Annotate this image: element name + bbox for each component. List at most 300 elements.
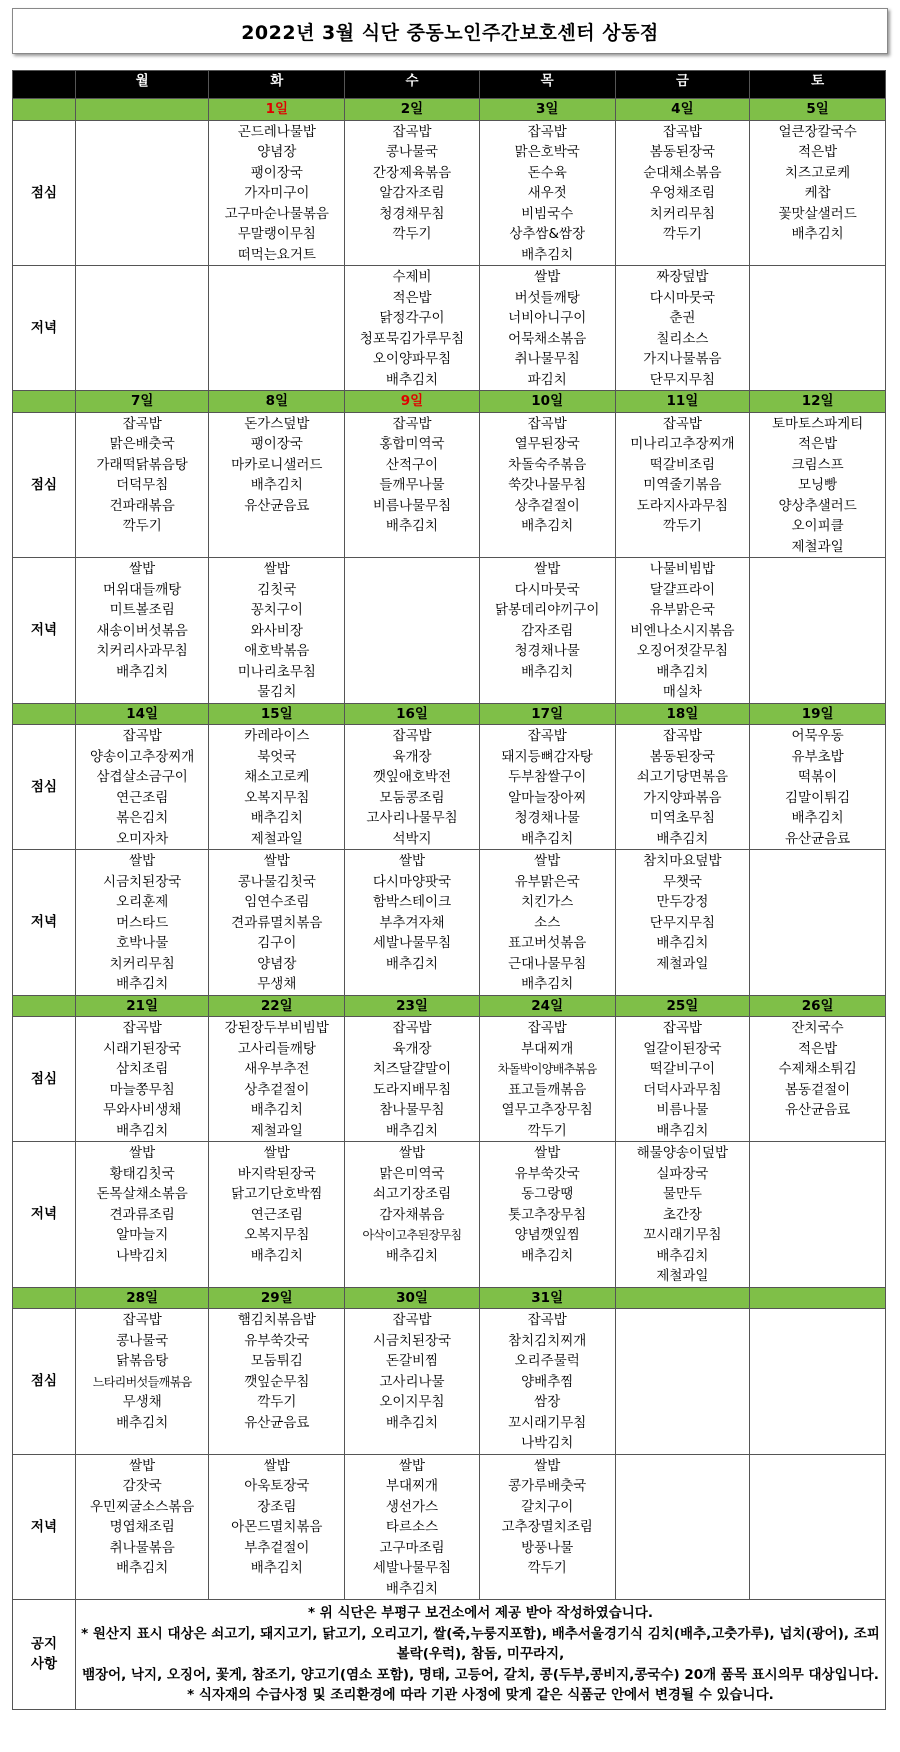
date-cell (750, 391, 886, 413)
menu-item: 깍두기 (257, 1394, 297, 1410)
date-cell (750, 1287, 886, 1309)
menu-cell (479, 1309, 615, 1455)
date-label: 21일 (126, 997, 159, 1014)
menu-item: 배추김치 (656, 663, 709, 680)
menu-item: 양배추찜 (521, 1373, 574, 1390)
menu-item: 떡갈비조림 (649, 456, 715, 473)
menu-item: 볶은김치 (116, 810, 169, 826)
date-label: 11일 (666, 393, 699, 409)
menu-item: 쌀밥 (534, 1457, 561, 1474)
menu-item: 배추김치 (250, 1102, 303, 1118)
menu-item: 치즈고로케 (785, 164, 851, 181)
date-cell (615, 99, 750, 121)
menu-item: 상추겉절이 (514, 497, 580, 514)
date-label: 7일 (130, 393, 154, 409)
date-label: 22일 (260, 997, 293, 1014)
menu-item: 양상추샐러드 (778, 497, 857, 514)
menu-cell (615, 1142, 750, 1288)
date-label: 23일 (396, 997, 428, 1014)
date-label: 2일 (400, 101, 424, 117)
menu-item: 간장제육볶음 (372, 164, 452, 181)
menu-cell (345, 120, 480, 266)
date-row (13, 995, 886, 1017)
date-label: 25일 (666, 997, 699, 1014)
menu-cell (209, 725, 345, 850)
menu-cell (75, 120, 209, 266)
menu-item: 유부쑥갓국 (514, 1165, 580, 1182)
date-label: 31일 (531, 1289, 564, 1306)
menu-cell (209, 1454, 345, 1600)
notice-line: * 식자재의 수급사정 및 조리환경에 따라 기관 사정에 맞게 같은 식품군 안에서 변경될 수 있습니다. (187, 1687, 774, 1703)
menu-item: 닭고기단호박찜 (231, 1186, 323, 1202)
menu-item: 맑은미역국 (379, 1165, 445, 1182)
date-label: 17일 (531, 705, 564, 722)
menu-item: 배추김치 (250, 1560, 303, 1576)
dinner-row (13, 850, 886, 996)
menu-item: 김말이튀김 (785, 789, 851, 806)
date-label: 8일 (265, 393, 289, 409)
menu-item: 배추김치 (116, 663, 169, 680)
menu-item: 청포묵김가루무침 (359, 330, 465, 347)
menu-item: 돈목살채소볶음 (96, 1186, 188, 1202)
menu-item: 팽이장국 (250, 164, 303, 181)
menu-item: 어묵채소볶음 (508, 330, 587, 347)
menu-item: 잡곡밥 (527, 415, 567, 432)
meal-label: 점심 (13, 725, 76, 850)
menu-item: 새우젓 (527, 185, 567, 201)
menu-item: 차돌박이양배추볶음 (497, 1062, 597, 1076)
menu-item: 모둠콩조림 (379, 789, 445, 806)
menu-item: 가자미구이 (244, 185, 310, 201)
date-label: 29일 (260, 1289, 293, 1306)
date-cell (615, 703, 750, 725)
menu-item: 토마토스파게티 (771, 415, 864, 432)
menu-item: 함박스테이크 (372, 894, 452, 910)
menu-item: 치커리무침 (109, 955, 175, 972)
menu-item: 깍두기 (122, 518, 162, 534)
menu-item: 물만두 (662, 1186, 702, 1202)
menu-item: 청경채나물 (514, 810, 580, 826)
menu-item: 북엇국 (257, 748, 297, 765)
menu-item: 더덕무침 (116, 477, 169, 493)
menu-item: 미역초무침 (649, 810, 715, 826)
date-row-blank (13, 995, 76, 1017)
menu-cell (750, 1309, 886, 1455)
menu-item: 취나물무침 (514, 351, 580, 367)
menu-item: 잡곡밥 (392, 728, 432, 744)
menu-item: 삼겹살소금구이 (96, 769, 188, 785)
menu-item: 만두강정 (656, 894, 709, 910)
menu-cell (345, 558, 480, 704)
menu-item: 우엉채조림 (649, 185, 715, 201)
menu-cell (615, 725, 750, 850)
menu-item: 느타리버섯들깨볶음 (92, 1374, 192, 1389)
menu-item: 배추김치 (521, 246, 574, 263)
menu-item: 열무된장국 (514, 436, 580, 452)
date-label: 12일 (801, 393, 834, 409)
menu-item: 해물양송이덮밥 (636, 1145, 729, 1161)
menu-item: 팽이장국 (250, 436, 303, 452)
menu-item: 표고들깨볶음 (508, 1081, 587, 1098)
date-cell (209, 99, 345, 121)
date-row-blank (13, 391, 76, 413)
menu-item: 카레라이스 (244, 728, 310, 744)
date-row (13, 703, 886, 725)
menu-cell (615, 1017, 750, 1142)
menu-item: 감잣국 (122, 1478, 162, 1494)
menu-item: 배추김치 (385, 518, 439, 534)
menu-item: 깍두기 (527, 1122, 567, 1139)
menu-item: 연근조림 (116, 789, 169, 806)
lunch-row (13, 1309, 886, 1455)
menu-item: 제철과일 (250, 1122, 303, 1139)
date-row-blank (13, 1287, 76, 1309)
menu-item: 배추김치 (656, 830, 709, 847)
menu-item: 매실차 (662, 684, 702, 700)
menu-item: 달걀프라이 (649, 581, 715, 598)
menu-item: 임연수조림 (244, 894, 310, 910)
menu-item: 쌀밥 (534, 269, 561, 285)
meal-label: 저녁 (13, 850, 76, 996)
menu-item: 잡곡밥 (662, 415, 702, 432)
menu-item: 잡곡밥 (662, 1020, 702, 1036)
menu-item: 쌀밥 (129, 561, 156, 577)
menu-item: 마카로니샐러드 (231, 456, 323, 473)
menu-item: 얼갈이된장국 (643, 1040, 722, 1057)
menu-item: 소스 (534, 914, 561, 931)
date-label: 5일 (806, 101, 829, 117)
date-cell (479, 995, 615, 1017)
date-cell (479, 703, 615, 725)
menu-item: 유산균음료 (244, 497, 310, 514)
menu-item: 꼬시래기무침 (643, 1227, 722, 1243)
menu-item: 유산균음료 (785, 1102, 851, 1118)
menu-item: 머스타드 (116, 914, 169, 931)
menu-item: 수제비 (392, 269, 432, 285)
date-label: 16일 (396, 705, 428, 722)
menu-item: 나물비빔밥 (649, 561, 715, 577)
menu-item: 고구마순나물볶음 (224, 205, 329, 222)
menu-item: 맑은배춧국 (109, 436, 175, 452)
menu-cell (209, 1142, 345, 1288)
menu-item: 배추김치 (656, 935, 709, 951)
notice-label-line: 사항 (30, 1656, 57, 1673)
menu-item: 어묵우동 (791, 728, 844, 744)
menu-item: 쑥갓나물무침 (508, 477, 587, 493)
menu-item: 모닝빵 (798, 477, 838, 493)
menu-item: 채소고로케 (244, 769, 310, 785)
menu-item: 쌀밥 (398, 1145, 426, 1161)
menu-item: 버섯들깨탕 (514, 289, 580, 306)
menu-cell (615, 1309, 750, 1455)
menu-item: 배추김치 (656, 1247, 709, 1264)
meal-label: 저녁 (13, 266, 76, 391)
menu-item: 얼큰장칼국수 (778, 123, 857, 140)
menu-item: 꽁치구이 (250, 602, 303, 618)
menu-item: 배추김치 (656, 1122, 709, 1139)
menu-item: 잡곡밥 (527, 728, 567, 744)
menu-item: 오이지무침 (379, 1394, 445, 1410)
menu-item: 잡곡밥 (527, 1312, 567, 1328)
date-label: 9일 (400, 393, 424, 409)
menu-item: 유산균음료 (785, 830, 851, 847)
date-row (13, 99, 886, 121)
menu-item: 돈갈비찜 (385, 1353, 439, 1369)
menu-item: 깻잎순무침 (244, 1373, 310, 1390)
day-header-cell: 월 (75, 71, 209, 99)
menu-item: 양념장 (257, 144, 297, 160)
menu-cell (345, 850, 480, 996)
day-header-cell: 목 (479, 71, 615, 99)
menu-cell (750, 558, 886, 704)
date-cell (615, 391, 750, 413)
menu-item: 배추김치 (521, 663, 574, 680)
meal-label: 점심 (13, 120, 76, 266)
menu-cell (615, 850, 750, 996)
menu-item: 꽃맛살샐러드 (778, 205, 857, 222)
date-cell (479, 391, 615, 413)
menu-cell (479, 1454, 615, 1600)
menu-item: 유부초밥 (791, 748, 844, 765)
menu-item: 쇠고기장조림 (372, 1186, 452, 1202)
menu-item: 오미자차 (116, 830, 169, 847)
menu-item: 잡곡밥 (527, 1020, 567, 1036)
menu-item: 고구마조림 (379, 1539, 445, 1556)
meal-label: 저녁 (13, 1142, 76, 1288)
menu-item: 배추김치 (116, 976, 169, 992)
date-label: 19일 (801, 705, 834, 722)
menu-item: 감자조림 (521, 622, 574, 639)
menu-item: 오이피클 (791, 518, 844, 534)
menu-item: 봄동된장국 (649, 144, 715, 160)
menu-item: 고사리들깨탕 (237, 1040, 316, 1057)
notice-label-line: 공지 (30, 1635, 57, 1652)
menu-cell (345, 725, 480, 850)
menu-item: 잡곡밥 (392, 123, 432, 140)
menu-item: 배추김치 (385, 1247, 439, 1264)
menu-item: 산적구이 (385, 456, 439, 473)
day-header-row (13, 71, 886, 99)
menu-item: 물김치 (257, 684, 297, 700)
menu-cell (479, 120, 615, 266)
menu-item: 톳고추장무침 (508, 1206, 587, 1223)
menu-item: 도라지배무침 (372, 1081, 452, 1098)
menu-item: 제철과일 (250, 830, 303, 847)
menu-item: 배추김치 (250, 477, 303, 493)
menu-cell (345, 1017, 480, 1142)
menu-cell (345, 266, 480, 391)
menu-item: 삼치조림 (116, 1061, 169, 1077)
date-row (13, 1287, 886, 1309)
menu-item: 수제채소튀김 (778, 1061, 857, 1077)
menu-item: 쌀밥 (534, 1145, 561, 1161)
menu-item: 바지락된장국 (237, 1165, 316, 1182)
date-label: 28일 (126, 1289, 159, 1306)
menu-item: 치커리무침 (649, 205, 715, 222)
date-label: 24일 (531, 997, 564, 1014)
menu-cell (479, 412, 615, 558)
day-header-cell: 화 (209, 71, 345, 99)
menu-item: 미나리고추장찌개 (630, 436, 735, 452)
dinner-row (13, 1454, 886, 1600)
menu-item: 명엽채조림 (109, 1519, 175, 1535)
menu-item: 쌀밥 (263, 1457, 290, 1474)
menu-cell (750, 120, 886, 266)
menu-item: 장조림 (257, 1498, 297, 1515)
menu-item: 제철과일 (791, 538, 844, 555)
menu-item: 잡곡밥 (122, 1312, 162, 1328)
menu-item: 무와사비생채 (103, 1102, 182, 1118)
menu-item: 적은밥 (798, 144, 838, 160)
menu-item: 콩나물국 (385, 144, 439, 160)
menu-cell (750, 1017, 886, 1142)
meal-label: 저녁 (13, 558, 76, 704)
menu-item: 오리훈제 (116, 894, 169, 910)
menu-item: 무생채 (122, 1394, 162, 1410)
menu-cell (209, 558, 345, 704)
menu-item: 육개장 (392, 748, 432, 765)
menu-item: 아욱토장국 (244, 1478, 310, 1494)
day-header-cell: 수 (345, 71, 480, 99)
date-cell (345, 1287, 480, 1309)
menu-item: 머위대들깨탕 (103, 581, 182, 598)
menu-item: 잡곡밥 (122, 415, 162, 432)
day-header-blank (13, 71, 76, 99)
meal-label: 점심 (13, 1017, 76, 1142)
menu-cell (75, 850, 209, 996)
menu-cell (345, 412, 480, 558)
menu-item: 미역줄기볶음 (643, 477, 722, 493)
menu-item: 무말랭이무침 (237, 226, 316, 242)
menu-item: 부대찌개 (385, 1478, 439, 1494)
menu-item: 유부맑은국 (514, 873, 580, 890)
menu-cell (345, 1454, 480, 1600)
menu-item: 유부쑥갓국 (244, 1332, 310, 1349)
menu-item: 애호박볶음 (244, 643, 310, 659)
menu-item: 깻잎애호박전 (372, 769, 452, 785)
menu-item: 짜장덮밥 (656, 269, 709, 285)
menu-item: 양송이고추장찌개 (90, 748, 195, 765)
menu-item: 가지나물볶음 (643, 351, 722, 367)
menu-cell (615, 266, 750, 391)
menu-item: 더덕사과무침 (643, 1081, 722, 1098)
menu-item: 떠먹는요거트 (237, 246, 316, 263)
menu-item: 잡곡밥 (392, 1312, 432, 1328)
menu-cell (345, 1309, 480, 1455)
menu-item: 쇠고기당면볶음 (636, 769, 729, 785)
menu-item: 파김치 (527, 371, 567, 388)
page-title-text: 2022년 3월 식단 중동노인주간보호센터 상동점 (241, 21, 659, 44)
menu-item: 쌀밥 (398, 853, 426, 869)
notice-row (13, 1600, 886, 1710)
menu-cell (209, 1017, 345, 1142)
menu-item: 열무고추장무침 (501, 1102, 593, 1118)
menu-item: 돈수육 (527, 164, 567, 181)
menu-item: 세발나물무침 (372, 1560, 452, 1576)
menu-cell (479, 558, 615, 704)
menu-item: 쌀밥 (263, 561, 290, 577)
menu-item: 콩가루배춧국 (508, 1478, 587, 1494)
date-cell (209, 703, 345, 725)
date-cell (750, 995, 886, 1017)
menu-item: 봄동된장국 (649, 748, 715, 765)
menu-item: 시금치된장국 (103, 873, 182, 890)
dinner-row (13, 266, 886, 391)
menu-item: 적은밥 (392, 289, 432, 306)
menu-item: 동그랑땡 (521, 1186, 574, 1202)
menu-item: 닭봉데리야끼구이 (495, 602, 600, 618)
menu-item: 깍두기 (392, 226, 432, 242)
menu-item: 알마늘장아찌 (508, 789, 587, 806)
menu-cell (479, 266, 615, 391)
menu-item: 감자채볶음 (379, 1206, 445, 1223)
menu-item: 부추겨자채 (379, 914, 445, 931)
notice-line: * 원산지 표시 대상은 쇠고기, 돼지고기, 닭고기, 오리고기, 쌀(죽,누룽지포함), 배추서울경기식 김치(배추,고춧가루), 넙치(광어), 조피볼락(우럭), 참돔, 미꾸라지, (81, 1625, 880, 1662)
menu-cell (615, 120, 750, 266)
menu-item: 닭볶음탕 (116, 1353, 169, 1369)
date-label: 4일 (671, 101, 694, 117)
day-header-cell: 토 (750, 71, 886, 99)
menu-item: 방풍나물 (521, 1539, 574, 1556)
menu-item: 차돌숙주볶음 (508, 456, 587, 473)
menu-item: 생선가스 (385, 1498, 439, 1515)
menu-cell (75, 1142, 209, 1288)
menu-item: 치킨가스 (521, 894, 574, 910)
menu-item: 맑은호박국 (514, 144, 580, 160)
menu-item: 꼬시래기무침 (508, 1414, 587, 1431)
menu-item: 타르소스 (385, 1519, 439, 1535)
menu-item: 황태김칫국 (109, 1165, 175, 1182)
notice-label (13, 1600, 76, 1710)
menu-item: 깍두기 (662, 226, 702, 242)
menu-item: 유산균음료 (244, 1414, 310, 1431)
date-label: 15일 (260, 705, 293, 722)
menu-item: 쌀밥 (263, 853, 290, 869)
menu-item: 배추김치 (385, 1122, 439, 1139)
menu-cell (615, 558, 750, 704)
menu-item: 단무지무침 (649, 914, 715, 931)
menu-cell (750, 412, 886, 558)
menu-item: 잡곡밥 (392, 1020, 432, 1036)
menu-cell (750, 725, 886, 850)
menu-item: 도라지사과무침 (636, 497, 729, 514)
menu-item: 배추김치 (385, 1580, 439, 1597)
dinner-row (13, 558, 886, 704)
menu-item: 모둠튀김 (250, 1353, 303, 1369)
menu-item: 양념장 (257, 955, 297, 972)
menu-item: 깍두기 (662, 518, 702, 534)
menu-item: 청경채나물 (514, 643, 580, 659)
menu-item: 견과류멸치볶음 (231, 914, 323, 931)
menu-cell (750, 1142, 886, 1288)
menu-cell (209, 850, 345, 996)
menu-item: 부대찌개 (521, 1040, 574, 1057)
menu-cell (75, 558, 209, 704)
menu-item: 오이양파무침 (372, 351, 452, 367)
menu-item: 다시마뭇국 (649, 289, 715, 306)
menu-cell (75, 266, 209, 391)
day-header-cell: 금 (615, 71, 750, 99)
lunch-row (13, 725, 886, 850)
menu-item: 시금치된장국 (372, 1332, 452, 1349)
menu-item: 잡곡밥 (122, 728, 162, 744)
menu-item: 단무지무침 (649, 371, 715, 388)
menu-item: 참치김치찌개 (508, 1332, 587, 1349)
notice-text (75, 1600, 885, 1710)
menu-item: 참나물무침 (379, 1102, 445, 1118)
menu-item: 취나물볶음 (109, 1539, 175, 1556)
menu-item: 초간장 (662, 1206, 702, 1223)
